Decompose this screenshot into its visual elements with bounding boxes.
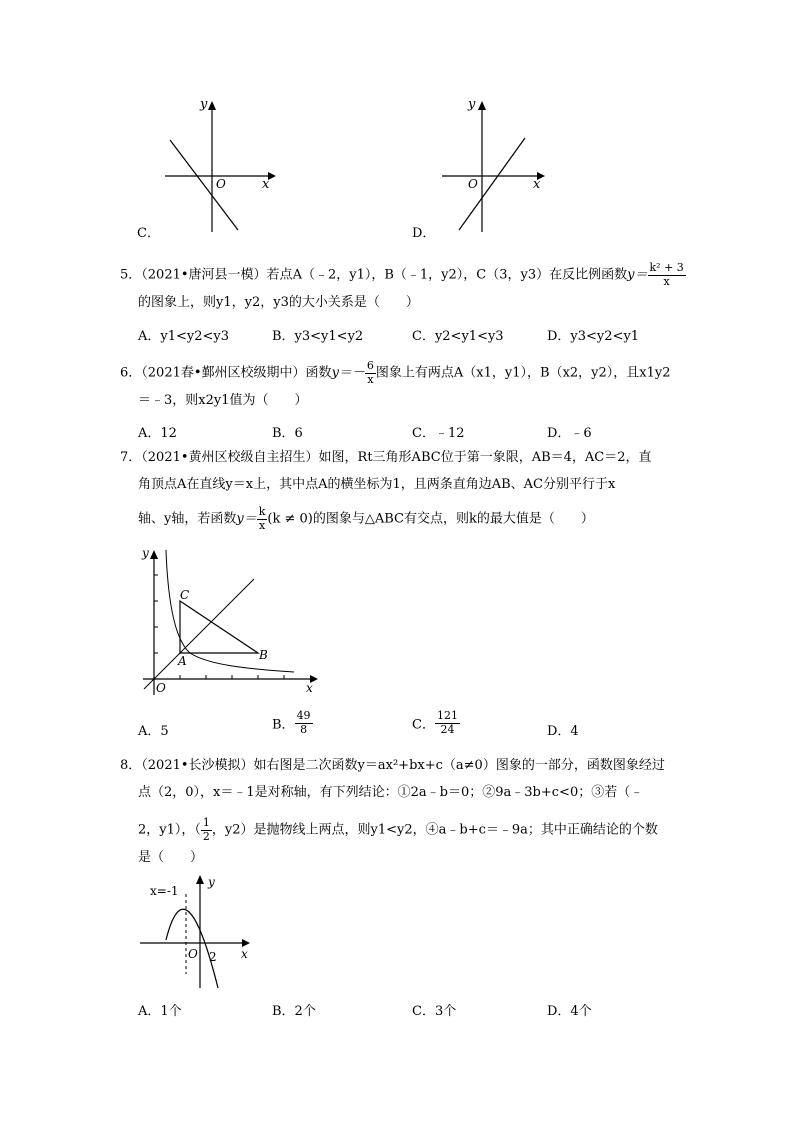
question-source: （2021春•鄞州区校级期中）: [141, 365, 306, 381]
q5-option-a[interactable]: A．y1<y2<y3: [138, 329, 230, 344]
q8-option-c[interactable]: C．3个: [412, 1004, 457, 1019]
origin-label: O: [156, 681, 166, 695]
question-source: （2021•长沙模拟）: [141, 758, 254, 773]
triangle-abc: [180, 601, 258, 653]
fraction: $\frac{1}{2}$: [202, 816, 210, 843]
q7-stem-line2: 角顶点A在直线y＝x上，其中点A的横坐标为1，且两条直角边AB、AC分别平行于x: [138, 477, 616, 492]
q7-graph: [138, 545, 328, 700]
q6-option-a[interactable]: A．12: [138, 426, 177, 441]
y-label: y: [468, 97, 476, 112]
x-axis-arrow: [242, 939, 250, 947]
fraction: $\frac{6}{x}$: [366, 359, 374, 386]
question-number: 7．: [120, 450, 142, 465]
y-axis-arrow: [478, 101, 486, 110]
line-y-equals-x: [144, 579, 254, 689]
origin-label: O: [216, 177, 226, 191]
x-label: x: [241, 947, 248, 961]
q8-stem-line3: 2，y1），（ $\frac{1}{2}$ ，y2）是抛物线上两点，则y1<y2，④a﹣b+c＝﹣9a；其中正确结论的个数: [138, 816, 658, 843]
q8-option-d[interactable]: D．4个: [547, 1004, 592, 1019]
q8-option-b[interactable]: B．2个: [272, 1004, 316, 1019]
q7-stem-line3: 轴、y轴，若函数y＝ $\frac{k}{x}$ (k ≠ 0)的图象与△ABC有交点，则k的最大值是（ ）: [138, 505, 594, 532]
q8-stem-line1: 8．（2021•长沙模拟）如右图是二次函数y＝ax²+bx+c（a≠0）图象的一部分，函数图象经过: [120, 758, 665, 773]
q6-option-b[interactable]: B．6: [272, 426, 303, 441]
q6-option-d[interactable]: D．﹣6: [547, 426, 592, 441]
graph-option-c: [160, 92, 280, 242]
graph-option-d: [437, 92, 557, 242]
x-label: x: [306, 681, 313, 695]
origin-label: O: [468, 177, 478, 191]
point-c-label: C: [180, 588, 190, 602]
q7-option-a[interactable]: A．5: [138, 724, 169, 739]
q8-stem-line4: 是（ ）: [138, 850, 204, 865]
fraction: $\frac{121}{24}$: [436, 709, 458, 736]
y-label: y: [142, 546, 149, 560]
q6-option-c[interactable]: C．﹣12: [412, 426, 465, 441]
origin-label: O: [188, 947, 198, 961]
point-a-label: A: [178, 654, 187, 668]
fraction: $\frac{\text{k² + 3}}{x}$: [649, 261, 684, 288]
q5-option-c[interactable]: C．y2<y1<y3: [412, 329, 504, 344]
q5-option-b[interactable]: B．y3<y1<y2: [272, 329, 364, 344]
q5-stem-line1: 5．（2021•唐河县一模）若点A（﹣2，y1），B（﹣1，y2），C（3，y3）在反比例函数y＝ $\frac{\text{k² + 3}}{x}$: [120, 261, 684, 288]
q7-stem-line1: 7．（2021•黄州区校级自主招生）如图，Rt三角形ABC位于第一象限，AB＝4，AC＝2，直: [120, 450, 652, 465]
q8-stem-line2: 点（2，0），x＝﹣1是对称轴，有下列结论：①2a﹣b＝0；②9a﹣3b+c<0；③若（﹣: [138, 785, 644, 800]
question-number: 5．: [120, 267, 142, 283]
q8-graph: [138, 870, 263, 990]
y-axis-arrow: [150, 550, 158, 559]
option-c-label: C．: [137, 226, 160, 241]
option-d-label: D．: [412, 226, 436, 241]
y-axis-arrow: [208, 101, 216, 110]
q7-option-d[interactable]: D．4: [547, 724, 579, 739]
y-label: y: [208, 875, 215, 889]
question-number: 6．: [120, 365, 142, 381]
x-label: x: [262, 177, 270, 192]
q8-option-a[interactable]: A．1个: [138, 1004, 182, 1019]
root-label: 2: [209, 950, 217, 964]
q5-stem-line2: 的图象上，则y1，y2，y3的大小关系是（ ）: [138, 295, 419, 310]
q7-option-b[interactable]: B． $\frac{49}{8}$: [272, 709, 311, 736]
question-source: （2021•黄州区校级自主招生）: [141, 450, 319, 465]
fraction: $\frac{k}{x}$: [258, 505, 266, 532]
symmetry-label: x=-1: [150, 884, 179, 898]
x-label: x: [533, 177, 541, 192]
point-b-label: B: [259, 648, 268, 662]
question-source: （2021•唐河县一模）: [141, 267, 267, 283]
q5-option-d[interactable]: D．y3<y2<y1: [547, 329, 640, 344]
q6-stem-line2: ＝﹣3，则x2y1值为（ ）: [138, 393, 308, 408]
q7-option-c[interactable]: C． $\frac{121}{24}$: [412, 709, 458, 736]
y-axis-arrow: [196, 875, 204, 884]
y-label: y: [200, 97, 208, 112]
graph-line: [170, 140, 238, 230]
fraction: $\frac{49}{8}$: [296, 709, 311, 736]
q6-stem-line1: 6．（2021春•鄞州区校级期中）函数y＝－ $\frac{6}{x}$ 图象上有两点A（x1，y1），B（x2，y2），且x1y2: [120, 359, 671, 386]
question-number: 8．: [120, 758, 142, 773]
